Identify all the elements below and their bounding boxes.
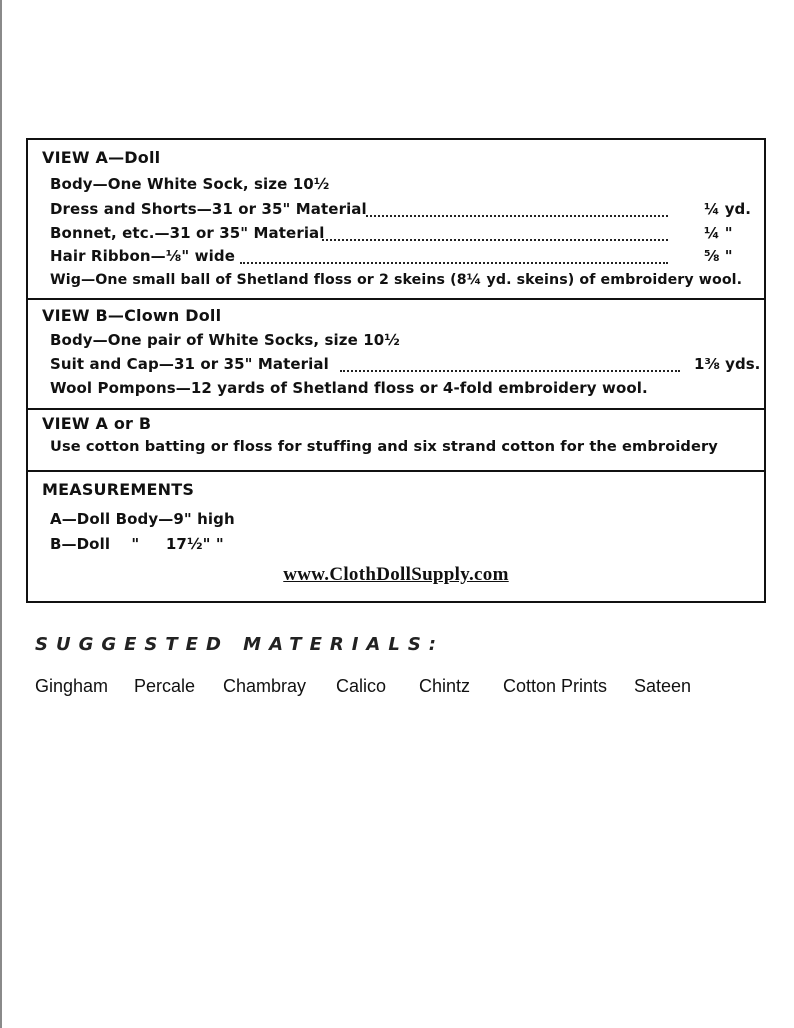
view-a-dress-label: Dress and Shorts—31 or 35" Material <box>50 200 367 218</box>
materials-box <box>26 138 766 603</box>
view-b-body: Body—One pair of White Socks, size 10½ <box>50 331 400 349</box>
view-ab-text: Use cotton batting or floss for stuffing and six strand cotton for the embroidery <box>50 438 718 455</box>
view-b-suit-qty: 1⅜ yds. <box>694 355 761 373</box>
view-a-wig: Wig—One small ball of Shetland floss or 2 skeins (8¼ yd. skeins) of embroidery wool. <box>50 272 743 288</box>
material-item: Cotton Prints <box>503 676 608 696</box>
section-divider <box>28 470 764 472</box>
dress-leader-dots <box>366 215 668 217</box>
view-a-body: Body—One White Sock, size 10½ <box>50 175 330 193</box>
view-ab-heading: VIEW A or B <box>42 414 152 433</box>
ribbon-leader-dots <box>240 262 668 264</box>
suit-leader-dots <box>340 370 680 372</box>
view-a-dress-qty: ¼ yd. <box>704 200 751 218</box>
view-b-pompons: Wool Pompons—12 yards of Shetland floss or 4-fold embroidery wool. <box>50 379 648 397</box>
website-link[interactable]: www.ClothDollSupply.com <box>283 564 509 585</box>
material-item: Calico <box>336 676 387 696</box>
material-item: Chambray <box>223 676 307 696</box>
material-item: Percale <box>134 676 196 696</box>
material-item: Chintz <box>419 676 471 696</box>
measurements-heading: MEASUREMENTS <box>42 480 195 499</box>
measurement-a: A—Doll Body—9" high <box>50 510 235 528</box>
bonnet-leader-dots <box>322 239 668 241</box>
view-a-bonnet-label: Bonnet, etc.—31 or 35" Material <box>50 224 325 242</box>
page-edge-rule <box>0 0 2 1028</box>
measurement-b: B—Doll " 17½" " <box>50 535 224 553</box>
view-a-ribbon-qty: ⅝ " <box>704 247 733 265</box>
view-a-heading: VIEW A—Doll <box>42 148 161 167</box>
section-divider <box>28 408 764 410</box>
view-a-bonnet-qty: ¼ " <box>704 224 733 242</box>
section-divider <box>28 298 764 300</box>
view-a-ribbon-label: Hair Ribbon—⅛" wide <box>50 247 235 265</box>
material-item: Sateen <box>634 676 692 696</box>
view-b-heading: VIEW B—Clown Doll <box>42 306 222 325</box>
suggested-materials-title: SUGGESTED MATERIALS: <box>35 634 444 655</box>
material-item: Gingham <box>35 676 109 696</box>
suggested-materials-list <box>0 676 794 700</box>
view-b-suit-label: Suit and Cap—31 or 35" Material <box>50 355 329 373</box>
